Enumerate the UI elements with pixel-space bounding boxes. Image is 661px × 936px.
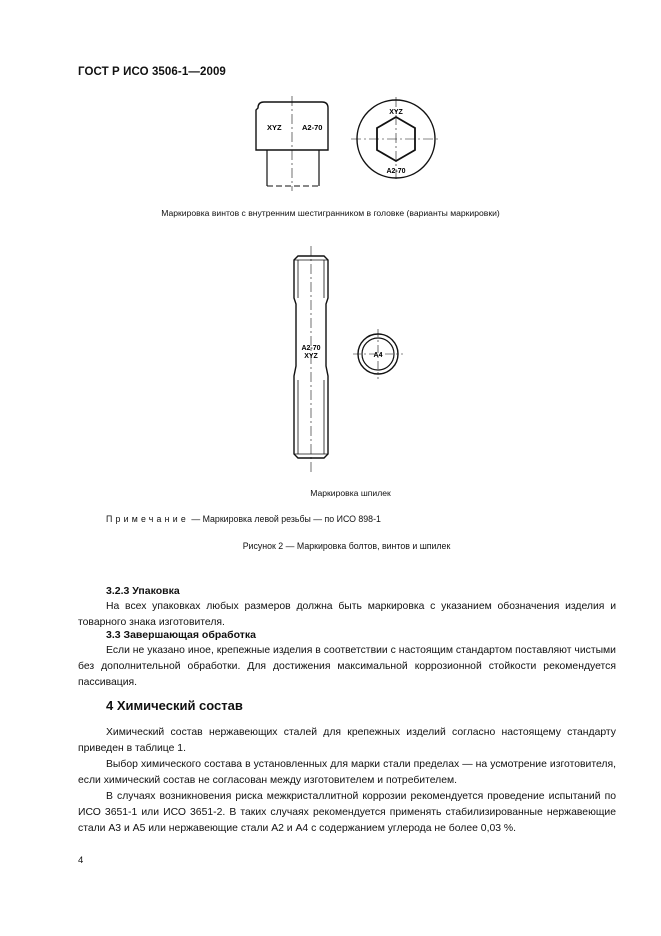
caption-studs: Маркировка шпилек <box>310 488 391 498</box>
stud-side-view-drawing <box>280 246 342 474</box>
screw-top-mark-bottom: A2-70 <box>386 168 406 175</box>
stud-mark-line1: A2-70 <box>301 345 321 352</box>
screw-top-mark-top: XYZ <box>389 109 403 116</box>
section-packaging-title: 3.2.3 Упаковка <box>106 585 180 597</box>
screw-top-view-drawing <box>350 97 442 183</box>
figure-caption: Рисунок 2 — Маркировка болтов, винтов и шпилек <box>242 541 451 551</box>
section-packaging-text: На всех упаковках любых размеров должна быть маркировка с указанием обозначения изделия и товарного знака изготовителя. <box>78 601 616 628</box>
stud-mark-line2: XYZ <box>304 353 318 360</box>
screw-head-left-mark: XYZ <box>267 123 282 132</box>
figure-note <box>106 514 381 524</box>
note-text: — Маркировка левой резьбы — по ИСО 898-1 <box>188 514 381 524</box>
document-header: ГОСТ Р ИСО 3506-1—2009 <box>78 66 226 78</box>
note-prefix: Примечание <box>106 514 189 524</box>
section-finishing-title: 3.3 Завершающая обработка <box>106 629 256 641</box>
chapter-paragraph-2: Выбор химического состава в установленных для марки стали пределах — на усмотрение изготовителя, если химический состав не согласован между изготовителем и потребителем. <box>78 759 616 786</box>
page-number: 4 <box>78 855 84 866</box>
stud-end-mark: A4 <box>373 352 383 359</box>
chapter-paragraph-3: В случаях возникновения риска межкристаллитной коррозии рекомендуется проведение испытаний по ИСО 3651-1 или ИСО 3651-2. В таких случаях рекомендуется применять стабилизированные нержавеющие стали А3 и А5 или нержавеющие стали А2 и А4 с содержанием углерода не более 0,03 %. <box>78 791 616 834</box>
stud-end-view-drawing <box>352 328 404 380</box>
section-finishing-text: Если не указано иное, крепежные изделия в соответствии с настоящим стандартом поставляют чистыми без дополнительной обработки. Для достижения максимальной коррозионной стойкости рекомендуется пассивация. <box>78 645 616 688</box>
screw-side-view-drawing <box>248 96 338 192</box>
screw-head-right-mark: A2-70 <box>302 123 323 132</box>
chapter-paragraph-1: Химический состав нержавеющих сталей для крепежных изделий согласно настоящему стандарту приведен в таблице 1. <box>78 727 616 754</box>
caption-screws: Маркировка винтов с внутренним шестигранником в головке (варианты маркировки) <box>161 208 500 218</box>
chapter-title: 4 Химический состав <box>106 698 243 713</box>
